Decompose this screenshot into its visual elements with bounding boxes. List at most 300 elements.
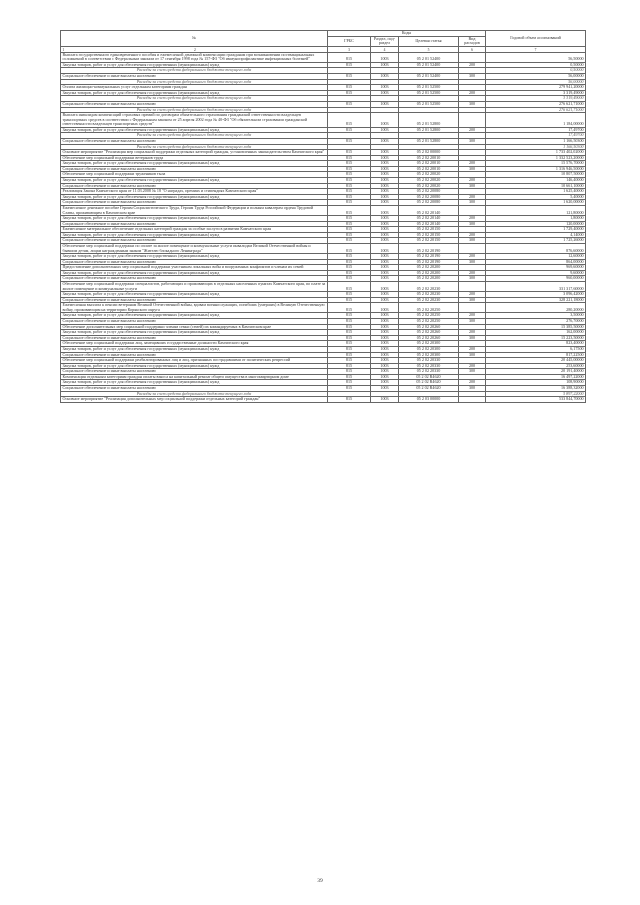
row-grbs: 815: [328, 127, 371, 133]
row-section: 1003: [371, 259, 399, 265]
row-grbs: 815: [328, 254, 371, 260]
row-target-article: 05 2 02 20140: [399, 205, 459, 215]
row-name: Закупка товаров, работ и услуг для обеспечения государственных (муниципальных) нужд: [61, 90, 328, 96]
row-section: 1003: [371, 183, 399, 189]
row-grbs: 815: [328, 221, 371, 227]
row-name: Закупка товаров, работ и услуг для обеспечения государственных (муниципальных) нужд: [61, 270, 328, 276]
row-target-article: 05 2 02 20140: [399, 221, 459, 227]
header-target-article: Целевая статья: [399, 36, 459, 46]
row-target-article: 05 2 01 52500: [399, 85, 459, 91]
row-amount: 3,50000: [486, 313, 586, 319]
row-name: Закупка товаров, работ и услуг для обеспечения государственных (муниципальных) нужд: [61, 330, 328, 336]
row-amount: 9,60000: [486, 270, 586, 276]
row-amount: 12,60000: [486, 254, 586, 260]
row-grbs: 815: [328, 178, 371, 184]
table-header-row: [61, 31, 586, 37]
row-expense-type: 300: [459, 335, 486, 341]
row-target-article: 05 2 02 R4620: [399, 374, 459, 380]
row-section: 1003: [371, 85, 399, 91]
row-target-article: 05 2 02 20200: [399, 265, 459, 271]
row-section: 1003: [371, 172, 399, 178]
row-amount: 876,60000: [486, 243, 586, 253]
row-amount: 3 319,49000: [486, 96, 586, 102]
row-amount: 1 725,26000: [486, 238, 586, 244]
row-name: Обеспечение мер социальной поддержки по оплате за жилое помещение и коммунальные услуги инвалидам Великой Отечественной войны и бывшим детям, лицам награжденным знаком "Жителю блокадного Ленинграда": [61, 243, 328, 253]
row-amount: 823,40000: [486, 341, 586, 347]
row-grbs: 815: [328, 216, 371, 222]
row-target-article: 05 2 01 52800: [399, 113, 459, 128]
row-section: 1003: [371, 254, 399, 260]
row-grbs: 815: [328, 161, 371, 167]
row-expense-type: 200: [459, 216, 486, 222]
row-target-article: 05 2 02 20250: [399, 313, 459, 319]
table-row: [61, 397, 586, 403]
row-expense-type: 300: [459, 319, 486, 325]
header-codes: Коды: [328, 31, 486, 37]
row-section: 1003: [371, 386, 399, 392]
table-row: [61, 52, 586, 62]
row-name: Обеспечение мер социальной поддержки тружеников тыла: [61, 172, 328, 178]
row-name: Предоставление дополнительных мер социальной поддержки участникам локальных войн и вооруженных конфликтов и членам их семей: [61, 265, 328, 271]
row-section: 1003: [371, 297, 399, 303]
column-number-2: 2: [194, 47, 196, 52]
row-expense-type: 300: [459, 238, 486, 244]
row-expense-type: 300: [459, 369, 486, 375]
row-expense-type: [459, 282, 486, 292]
row-amount: 533 844,70000: [486, 397, 586, 403]
row-grbs: 815: [328, 227, 371, 233]
row-amount: 5,40000: [486, 194, 586, 200]
row-amount: 10 807,50000: [486, 172, 586, 178]
row-amount: 15 223,50000: [486, 335, 586, 341]
row-grbs: 815: [328, 90, 371, 96]
row-expense-type: 200: [459, 380, 486, 386]
row-grbs: 815: [328, 341, 371, 347]
row-grbs: 815: [328, 374, 371, 380]
row-expense-type: 300: [459, 276, 486, 282]
row-target-article: 05 2 03 00000: [399, 397, 459, 403]
row-amount: 108,90000: [486, 380, 586, 386]
row-name: Социальное обеспечение и иные выплаты населению: [61, 200, 328, 206]
row-expense-type: 300: [459, 297, 486, 303]
row-grbs: 815: [328, 189, 371, 195]
row-grbs: 815: [328, 62, 371, 68]
row-amount: 16 497,22000: [486, 374, 586, 380]
row-grbs: 815: [328, 74, 371, 80]
row-target-article: 05 2 02 20200: [399, 270, 459, 276]
row-name: Закупка товаров, работ и услуг для обеспечения государственных (муниципальных) нужд: [61, 62, 328, 68]
row-name: Обеспечение дополнительных мер социальной поддержки членам семьи (семей) их командируемых в Камчатском крае: [61, 324, 328, 330]
row-name: Выплата инвалидам компенсаций страховых премий по договорам обязательного страхования гражданской ответственности владельцев транспортных средств в соответствии с Федеральным законом от 25 апреля 2002 года № 40-ФЗ "Об обязательном страховании гражданской ответственности владельцев транспортных средств": [61, 113, 328, 128]
row-amount: 20 445,00000: [486, 358, 586, 364]
header-number: №: [61, 31, 328, 47]
row-grbs: 815: [328, 155, 371, 161]
row-section: 1003: [371, 178, 399, 184]
row-name: Расходы за счет средств федерального бюджета текущего года: [61, 68, 328, 74]
row-section: 1003: [371, 90, 399, 96]
row-target-article: 05 2 02 20200: [399, 276, 459, 282]
row-amount: 1 733 402,02000: [486, 150, 586, 156]
row-name: Расходы за счет средств федерального бюджета текущего года: [61, 144, 328, 150]
row-amount: 1 184,00000: [486, 113, 586, 128]
row-name: Компенсация отдельным категориям граждан оплаты взноса на капитальный ремонт общего имущества в многоквартирном доме: [61, 374, 328, 380]
row-amount: 3 096,42000: [486, 292, 586, 298]
row-name: Социальное обеспечение и иные выплаты населению: [61, 276, 328, 282]
row-amount: 331 317,60000: [486, 282, 586, 292]
row-section: 1003: [371, 194, 399, 200]
row-target-article: 05 2 02 20300: [399, 346, 459, 352]
row-amount: 276,70000: [486, 319, 586, 325]
row-name: Расходы за счет средств федерального бюджета текущего года: [61, 96, 328, 102]
row-section: 1003: [371, 380, 399, 386]
column-number: 6: [459, 46, 486, 52]
row-section: 1003: [371, 216, 399, 222]
row-target-article: 05 2 02 R4620: [399, 386, 459, 392]
row-target-article: 05 2 02 20230: [399, 282, 459, 292]
row-grbs: 815: [328, 259, 371, 265]
row-amount: 1 166,50300: [486, 144, 586, 150]
row-expense-type: 200: [459, 232, 486, 238]
row-name: Обеспечение мер социальной поддержки ветеранов труда: [61, 155, 328, 161]
row-target-article: 05 2 02 20080: [399, 189, 459, 195]
row-name: Ежемесячная выплата к пенсии ветеранам Великой Отечественной войны, вдовам военнослужащих, погибших (умерших) в Великую Отечественную войну, проживающим на территории Корякского округа: [61, 303, 328, 313]
table-row: [61, 205, 586, 215]
table-row: [61, 303, 586, 313]
row-amount: 56,00000: [486, 74, 586, 80]
row-name: Закупка товаров, работ и услуг для обеспечения государственных (муниципальных) нужд: [61, 216, 328, 222]
row-target-article: 05 2 02 20230: [399, 297, 459, 303]
row-expense-type: 200: [459, 194, 486, 200]
row-expense-type: 300: [459, 386, 486, 392]
row-grbs: 815: [328, 183, 371, 189]
row-name: Закупка товаров, работ и услуг для обеспечения государственных (муниципальных) нужд: [61, 127, 328, 133]
row-grbs: 815: [328, 200, 371, 206]
row-name: Расходы за счет средств федерального бюджета текущего года: [61, 133, 328, 139]
row-amount: 17,49700: [486, 133, 586, 139]
row-target-article: 05 2 01 52400: [399, 62, 459, 68]
row-section: 1003: [371, 369, 399, 375]
row-target-article: 05 2 01 52400: [399, 52, 459, 62]
row-section: 1003: [371, 292, 399, 298]
row-name: Социальное обеспечение и иные выплаты населению: [61, 352, 328, 358]
row-name: Основное мероприятие "Реализация мер социальной поддержки отдельных категорий граждан, установленных законодательством Камчатского края": [61, 150, 328, 156]
row-expense-type: 200: [459, 161, 486, 167]
row-grbs: 815: [328, 330, 371, 336]
row-section: 1003: [371, 52, 399, 62]
column-number-1: 1: [62, 47, 65, 52]
row-grbs: 815: [328, 313, 371, 319]
page-number: 39: [317, 878, 323, 884]
row-grbs: 815: [328, 386, 371, 392]
row-section: 1003: [371, 161, 399, 167]
row-target-article: 05 2 02 20330: [399, 363, 459, 369]
row-name: Социальное обеспечение и иные выплаты населению: [61, 386, 328, 392]
row-target-article: 05 2 02 20010: [399, 155, 459, 161]
row-amount: 121,80000: [486, 205, 586, 215]
row-target-article: 05 2 02 20010: [399, 166, 459, 172]
table-row: [61, 282, 586, 292]
row-grbs: 815: [328, 319, 371, 325]
row-grbs: 815: [328, 282, 371, 292]
row-expense-type: 300: [459, 200, 486, 206]
row-amount: 817,22500: [486, 352, 586, 358]
row-section: 1003: [371, 200, 399, 206]
row-name: Расходы за счет средств федерального бюджета текущего года: [61, 79, 328, 85]
row-grbs: 815: [328, 324, 371, 330]
row-expense-type: [459, 243, 486, 253]
row-amount: 0,50000: [486, 62, 586, 68]
row-amount: 328 221,18000: [486, 297, 586, 303]
row-grbs: 815: [328, 166, 371, 172]
row-target-article: 05 2 02 20150: [399, 232, 459, 238]
row-section: 1003: [371, 101, 399, 107]
row-target-article: 05 2 02 20330: [399, 358, 459, 364]
row-grbs: 815: [328, 138, 371, 144]
row-expense-type: 300: [459, 138, 486, 144]
row-expense-type: 200: [459, 292, 486, 298]
row-grbs: 815: [328, 276, 371, 282]
row-target-article: 05 2 02 20190: [399, 259, 459, 265]
row-name: Закупка товаров, работ и услуг для обеспечения государственных (муниципальных) нужд: [61, 363, 328, 369]
row-target-article: 05 2 02 20250: [399, 319, 459, 325]
document-page: [60, 30, 585, 403]
row-name: Основное мероприятие "Реализация дополнительных мер социальной поддержки отдельных категорий граждан": [61, 397, 328, 403]
row-target-article: 05 2 02 20140: [399, 216, 459, 222]
row-name: Социальное обеспечение и иные выплаты населению: [61, 183, 328, 189]
row-expense-type: [459, 205, 486, 215]
row-section: 1003: [371, 227, 399, 233]
row-amount: 960,00000: [486, 276, 586, 282]
row-expense-type: 200: [459, 270, 486, 276]
row-grbs: 815: [328, 150, 371, 156]
row-amount: 0,50000: [486, 68, 586, 74]
row-target-article: 05 2 02 20260: [399, 330, 459, 336]
row-name: Обеспечение мер социальной поддержки реабилитированных лиц и лиц, признанных пострадавшими от политических репрессий: [61, 358, 328, 364]
row-amount: 15 385,50000: [486, 324, 586, 330]
row-target-article: 05 2 02 20150: [399, 227, 459, 233]
header-expense-type: Вид расходов: [459, 36, 486, 46]
row-expense-type: [459, 303, 486, 313]
row-name: Социальное обеспечение и иные выплаты населению: [61, 166, 328, 172]
row-expense-type: 200: [459, 330, 486, 336]
row-name: Закупка товаров, работ и услуг для обеспечения государственных (муниципальных) нужд: [61, 232, 328, 238]
row-target-article: 05 2 02 20260: [399, 335, 459, 341]
row-grbs: 815: [328, 397, 371, 403]
row-expense-type: 200: [459, 90, 486, 96]
row-amount: 15 576,70000: [486, 161, 586, 167]
row-section: 1003: [371, 189, 399, 195]
row-target-article: 05 2 02 20010: [399, 161, 459, 167]
row-name: Закупка товаров, работ и услуг для обеспечения государственных (муниципальных) нужд: [61, 161, 328, 167]
row-section: 1003: [371, 397, 399, 403]
row-amount: 276 621,71000: [486, 101, 586, 107]
row-grbs: 815: [328, 172, 371, 178]
row-amount: 10 661,10000: [486, 183, 586, 189]
row-section: 1003: [371, 238, 399, 244]
column-number: 4: [371, 46, 399, 52]
row-expense-type: 200: [459, 254, 486, 260]
column-number: 5: [399, 46, 459, 52]
row-name: Социальное обеспечение и иные выплаты населению: [61, 238, 328, 244]
row-target-article: 05 2 01 52800: [399, 127, 459, 133]
row-section: 1003: [371, 363, 399, 369]
row-target-article: 05 2 02 20250: [399, 303, 459, 313]
row-target-article: 05 2 02 20300: [399, 352, 459, 358]
row-grbs: 815: [328, 380, 371, 386]
row-grbs: 815: [328, 194, 371, 200]
row-section: 1003: [371, 155, 399, 161]
row-amount: 1 620,00000: [486, 200, 586, 206]
row-amount: 1 625,40000: [486, 189, 586, 195]
row-target-article: 05 2 02 20080: [399, 200, 459, 206]
row-section: 1003: [371, 319, 399, 325]
row-target-article: 05 2 02 00000: [399, 150, 459, 156]
row-name: Социальное обеспечение и иные выплаты населению: [61, 259, 328, 265]
row-name: Выплата государственного единовременного пособия и ежемесячной денежной компенсации гражданам при возникновении поствакцинальных осложнений в соответствии с Федеральным законом от 17 сентября 1998 года № 157-ФЗ "Об иммунопрофилактике инфекционных болезней": [61, 52, 328, 62]
table-body: [61, 52, 586, 402]
row-section: 1003: [371, 352, 399, 358]
column-number: 7: [486, 46, 586, 52]
row-name: Закупка товаров, работ и услуг для обеспечения государственных (муниципальных) нужд: [61, 292, 328, 298]
row-amount: 279 941,20000: [486, 85, 586, 91]
row-section: 1003: [371, 358, 399, 364]
row-expense-type: 300: [459, 74, 486, 80]
row-amount: 280,20000: [486, 303, 586, 313]
row-target-article: 05 2 02 20150: [399, 238, 459, 244]
column-number: 3: [328, 46, 371, 52]
row-expense-type: 200: [459, 363, 486, 369]
row-section: 1003: [371, 113, 399, 128]
row-grbs: 815: [328, 335, 371, 341]
row-target-article: 05 2 01 52500: [399, 101, 459, 107]
row-amount: 56,50000: [486, 52, 586, 62]
row-target-article: 05 2 02 20300: [399, 341, 459, 347]
row-target-article: 05 2 02 20020: [399, 183, 459, 189]
row-amount: 56,00000: [486, 79, 586, 85]
row-section: 1003: [371, 276, 399, 282]
row-section: 1003: [371, 282, 399, 292]
row-amount: 276 621,71000: [486, 107, 586, 113]
header-section: Раздел, под-раздел: [371, 36, 399, 46]
row-target-article: 05 2 02 20330: [399, 369, 459, 375]
row-section: 1003: [371, 335, 399, 341]
row-amount: 1 316 946,50000: [486, 166, 586, 172]
row-expense-type: 300: [459, 221, 486, 227]
row-expense-type: 300: [459, 101, 486, 107]
row-target-article: 05 2 02 20260: [399, 324, 459, 330]
row-section: 1003: [371, 62, 399, 68]
row-amount: 1 729,40000: [486, 227, 586, 233]
row-grbs: 815: [328, 270, 371, 276]
row-expense-type: [459, 52, 486, 62]
row-section: 1003: [371, 341, 399, 347]
row-section: 1003: [371, 150, 399, 156]
row-grbs: 815: [328, 363, 371, 369]
row-section: 1003: [371, 374, 399, 380]
row-section: 1003: [371, 346, 399, 352]
row-expense-type: 300: [459, 352, 486, 358]
row-section: 1003: [371, 127, 399, 133]
row-amount: 969,60000: [486, 265, 586, 271]
row-target-article: 05 2 01 52500: [399, 90, 459, 96]
row-target-article: 05 2 01 52800: [399, 138, 459, 144]
table-row: [61, 243, 586, 253]
row-name: Социальное обеспечение и иные выплаты населению: [61, 138, 328, 144]
row-grbs: 815: [328, 369, 371, 375]
row-amount: 1,80000: [486, 216, 586, 222]
row-section: 1003: [371, 303, 399, 313]
row-expense-type: 200: [459, 62, 486, 68]
row-grbs: 815: [328, 346, 371, 352]
budget-table: [60, 30, 586, 403]
row-section: 1003: [371, 330, 399, 336]
row-grbs: 815: [328, 352, 371, 358]
row-name: Социальное обеспечение и иные выплаты населению: [61, 335, 328, 341]
row-section: 1003: [371, 270, 399, 276]
row-name: Оплата жилищно-коммунальных услуг отдельным категориям граждан: [61, 85, 328, 91]
row-expense-type: 300: [459, 183, 486, 189]
header-grbs: ГРБС: [328, 36, 371, 46]
row-grbs: 815: [328, 358, 371, 364]
row-name: Расходы за счет средств федерального бюджета текущего года: [61, 107, 328, 113]
row-section: 1003: [371, 221, 399, 227]
row-expense-type: 200: [459, 127, 486, 133]
row-section: 1003: [371, 313, 399, 319]
row-amount: 1 332 523,20000: [486, 155, 586, 161]
row-name: Ежемесячное денежное пособие Героям Социалистического Труда, Героям Труда Российской Федерации и полным кавалерам ордена Трудовой Славы, проживающим в Камчатском крае: [61, 205, 328, 215]
row-name: Закупка товаров, работ и услуг для обеспечения государственных (муниципальных) нужд: [61, 178, 328, 184]
row-name: Закупка товаров, работ и услуг для обеспечения государственных (муниципальных) нужд: [61, 380, 328, 386]
row-expense-type: 200: [459, 346, 486, 352]
row-name: Социальное обеспечение и иные выплаты населению: [61, 221, 328, 227]
row-section: 1003: [371, 74, 399, 80]
table-row: [61, 113, 586, 128]
row-amount: 4,14000: [486, 232, 586, 238]
row-grbs: 815: [328, 265, 371, 271]
row-name: Социальное обеспечение и иные выплаты населению: [61, 101, 328, 107]
row-target-article: 05 2 02 20190: [399, 254, 459, 260]
row-amount: 3 319,49000: [486, 90, 586, 96]
row-expense-type: [459, 397, 486, 403]
row-amount: 253,60000: [486, 363, 586, 369]
row-amount: 162,00000: [486, 330, 586, 336]
row-section: 1003: [371, 166, 399, 172]
row-grbs: 815: [328, 113, 371, 128]
row-name: Закупка товаров, работ и услуг для обеспечения государственных (муниципальных) нужд: [61, 194, 328, 200]
row-amount: 1 166,50300: [486, 138, 586, 144]
row-grbs: 815: [328, 52, 371, 62]
row-target-article: 05 2 02 20190: [399, 243, 459, 253]
row-target-article: 05 2 01 52400: [399, 74, 459, 80]
row-name: Обеспечение мер социальной поддержки специалистов, работающих и проживающих в отдельных населенных пунктах Камчатского края, по плате за жилое помещение и коммунальные услуги: [61, 282, 328, 292]
row-section: 1003: [371, 324, 399, 330]
header-annual-amount: Годовой объем ассигнований: [486, 31, 586, 47]
row-amount: 6,17500: [486, 346, 586, 352]
row-name: Социальное обеспечение и иные выплаты населению: [61, 297, 328, 303]
row-name: Социальное обеспечение и иные выплаты населению: [61, 319, 328, 325]
row-name: Ежемесячное материальное обеспечение отдельных категорий граждан за особые заслуги в развитии Камчатского края: [61, 227, 328, 233]
row-amount: 5 897,22000: [486, 391, 586, 397]
row-amount: 17,49700: [486, 127, 586, 133]
row-name: Реализация Закона Камчатского края от 11.03.2008 № 18 "О наградах, премиях и стипендиях Камчатского края": [61, 189, 328, 195]
row-target-article: 05 2 02 20080: [399, 194, 459, 200]
row-target-article: 05 2 02 R4620: [399, 380, 459, 386]
row-grbs: 815: [328, 292, 371, 298]
row-expense-type: 300: [459, 259, 486, 265]
row-grbs: 815: [328, 205, 371, 215]
row-name: Закупка товаров, работ и услуг для обеспечения государственных (муниципальных) нужд: [61, 254, 328, 260]
row-amount: 20 191,40000: [486, 369, 586, 375]
